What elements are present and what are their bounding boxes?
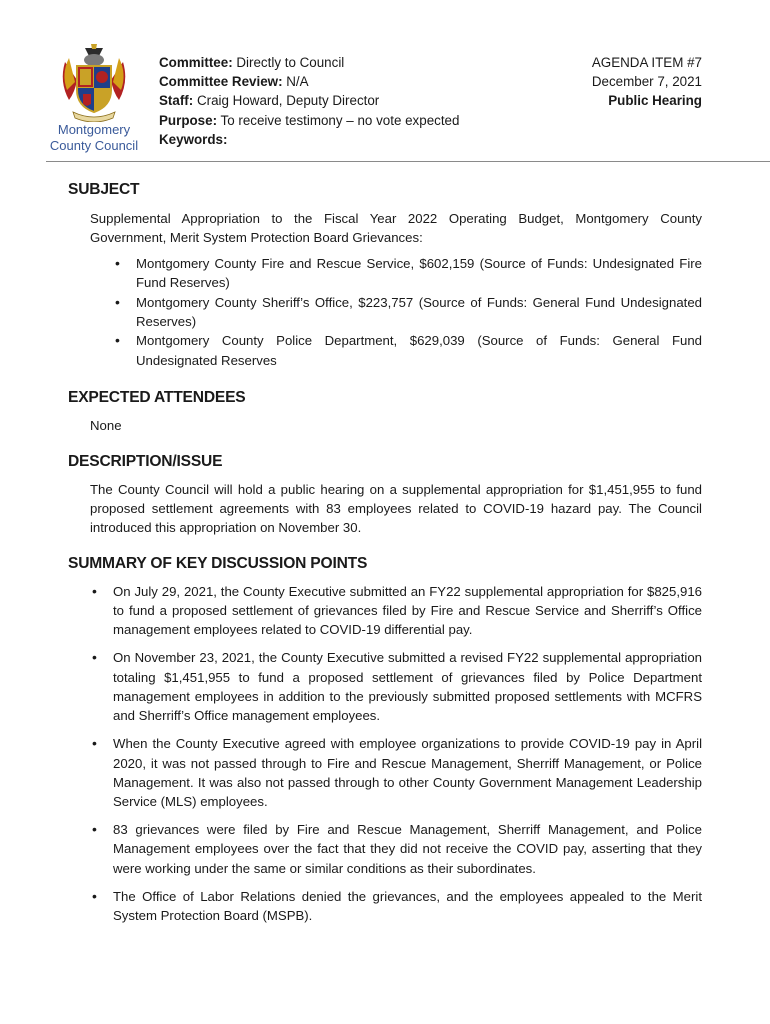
purpose-label: Purpose: [159, 112, 218, 128]
summary-list [68, 582, 702, 925]
list-item: • On November 23, 2021, the County Executive submitted a revised FY22 supplemental appropriation totaling $1,451,955 to fund a proposed settlement of grievances filed by Police Department management employees in addition to the previously submitted proposed settlements with MCFRS and Sherriff’s Office management employees. [113, 648, 702, 725]
subject-list [68, 254, 702, 370]
attendees-section [68, 388, 702, 435]
committee-value: Directly to Council [232, 55, 345, 70]
summary-heading: SUMMARY OF KEY DISCUSSION POINTS [68, 554, 368, 572]
list-item: • Montgomery County Sheriff’s Office, $223,757 (Source of Funds: General Fund Undesignated Reserves) [136, 293, 702, 332]
document-body [68, 180, 702, 934]
list-item: • The Office of Labor Relations denied the grievances, and the employees appealed to the Merit System Protection Board (MSPB). [113, 887, 702, 925]
staff-row [159, 91, 459, 110]
purpose-value: To receive testimony – no vote expected [217, 112, 460, 128]
description-section [68, 452, 702, 538]
keywords-label: Keywords: [159, 131, 228, 147]
staff-value: Craig Howard, Deputy Director [193, 93, 380, 109]
list-item: • When the County Executive agreed with employee organizations to provide COVID-19 pay in April 2020, it was not passed through to Fire and Rescue Management, Sherriff Management, or Police Management. It was also not passed through to other County Government Management Leadership Service (MLS) employees. [113, 734, 702, 811]
document-header [0, 0, 770, 162]
list-item: • 83 grievances were filed by Fire and Rescue Management, Sherriff Management, and Police Management employees over the fact that they did not receive the COVID pay, asserting that they were working under the same or similar conditions as their subordinates. [113, 820, 702, 878]
subject-heading: SUBJECT [68, 181, 140, 198]
description-heading: DESCRIPTION/ISSUE [68, 452, 223, 470]
summary-section [68, 554, 702, 925]
list-item: • Montgomery County Police Department, $629,039 (Source of Funds: General Fund Undesignated Reserves [136, 331, 702, 370]
list-item: • Montgomery County Fire and Rescue Service, $602,159 (Source of Funds: Undesignated Fire Fund Reserves) [136, 254, 702, 293]
logo-line-1: Montgomery [57, 122, 131, 137]
hearing-type: Public Hearing [608, 93, 702, 109]
logo-line-2: County Council [49, 138, 139, 153]
county-seal-icon [55, 42, 133, 122]
keywords-row [159, 130, 459, 149]
description-text: The County Council will hold a public hearing on a supplemental appropriation for $1,451,955 to fund proposed settlement agreements with 83 employees related to COVID-19 hazard pay. The Council introduced this appropriation on November 30. [90, 481, 702, 536]
agenda-info [592, 53, 702, 111]
committee-row [159, 53, 459, 72]
review-label: Committee Review: [159, 74, 283, 90]
header-divider [46, 161, 770, 162]
county-council-logo [46, 42, 142, 153]
list-item: • On July 29, 2021, the County Executive submitted an FY22 supplemental appropriation for $825,916 to fund a proposed settlement of grievances filed by Fire and Rescue Service and Sherriff’s Office management employees related to COVID-19 differential pay. [113, 582, 702, 640]
subject-section [68, 180, 702, 370]
attendees-heading: EXPECTED ATTENDEES [68, 389, 246, 407]
review-row [159, 72, 459, 91]
meeting-date: December 7, 2021 [591, 74, 702, 90]
review-value: N/A [282, 74, 309, 90]
meeting-meta [159, 53, 459, 149]
subject-text: Supplemental Appropriation to the Fiscal Year 2022 Operating Budget, Montgomery County Government, Merit System Protection Board Grievances: [90, 211, 702, 246]
logo-caption [46, 122, 142, 154]
staff-label: Staff: [159, 93, 194, 109]
purpose-row [159, 111, 459, 130]
agenda-item: AGENDA ITEM #7 [591, 55, 702, 70]
committee-label: Committee: [159, 55, 233, 70]
attendees-text: None [90, 418, 122, 434]
